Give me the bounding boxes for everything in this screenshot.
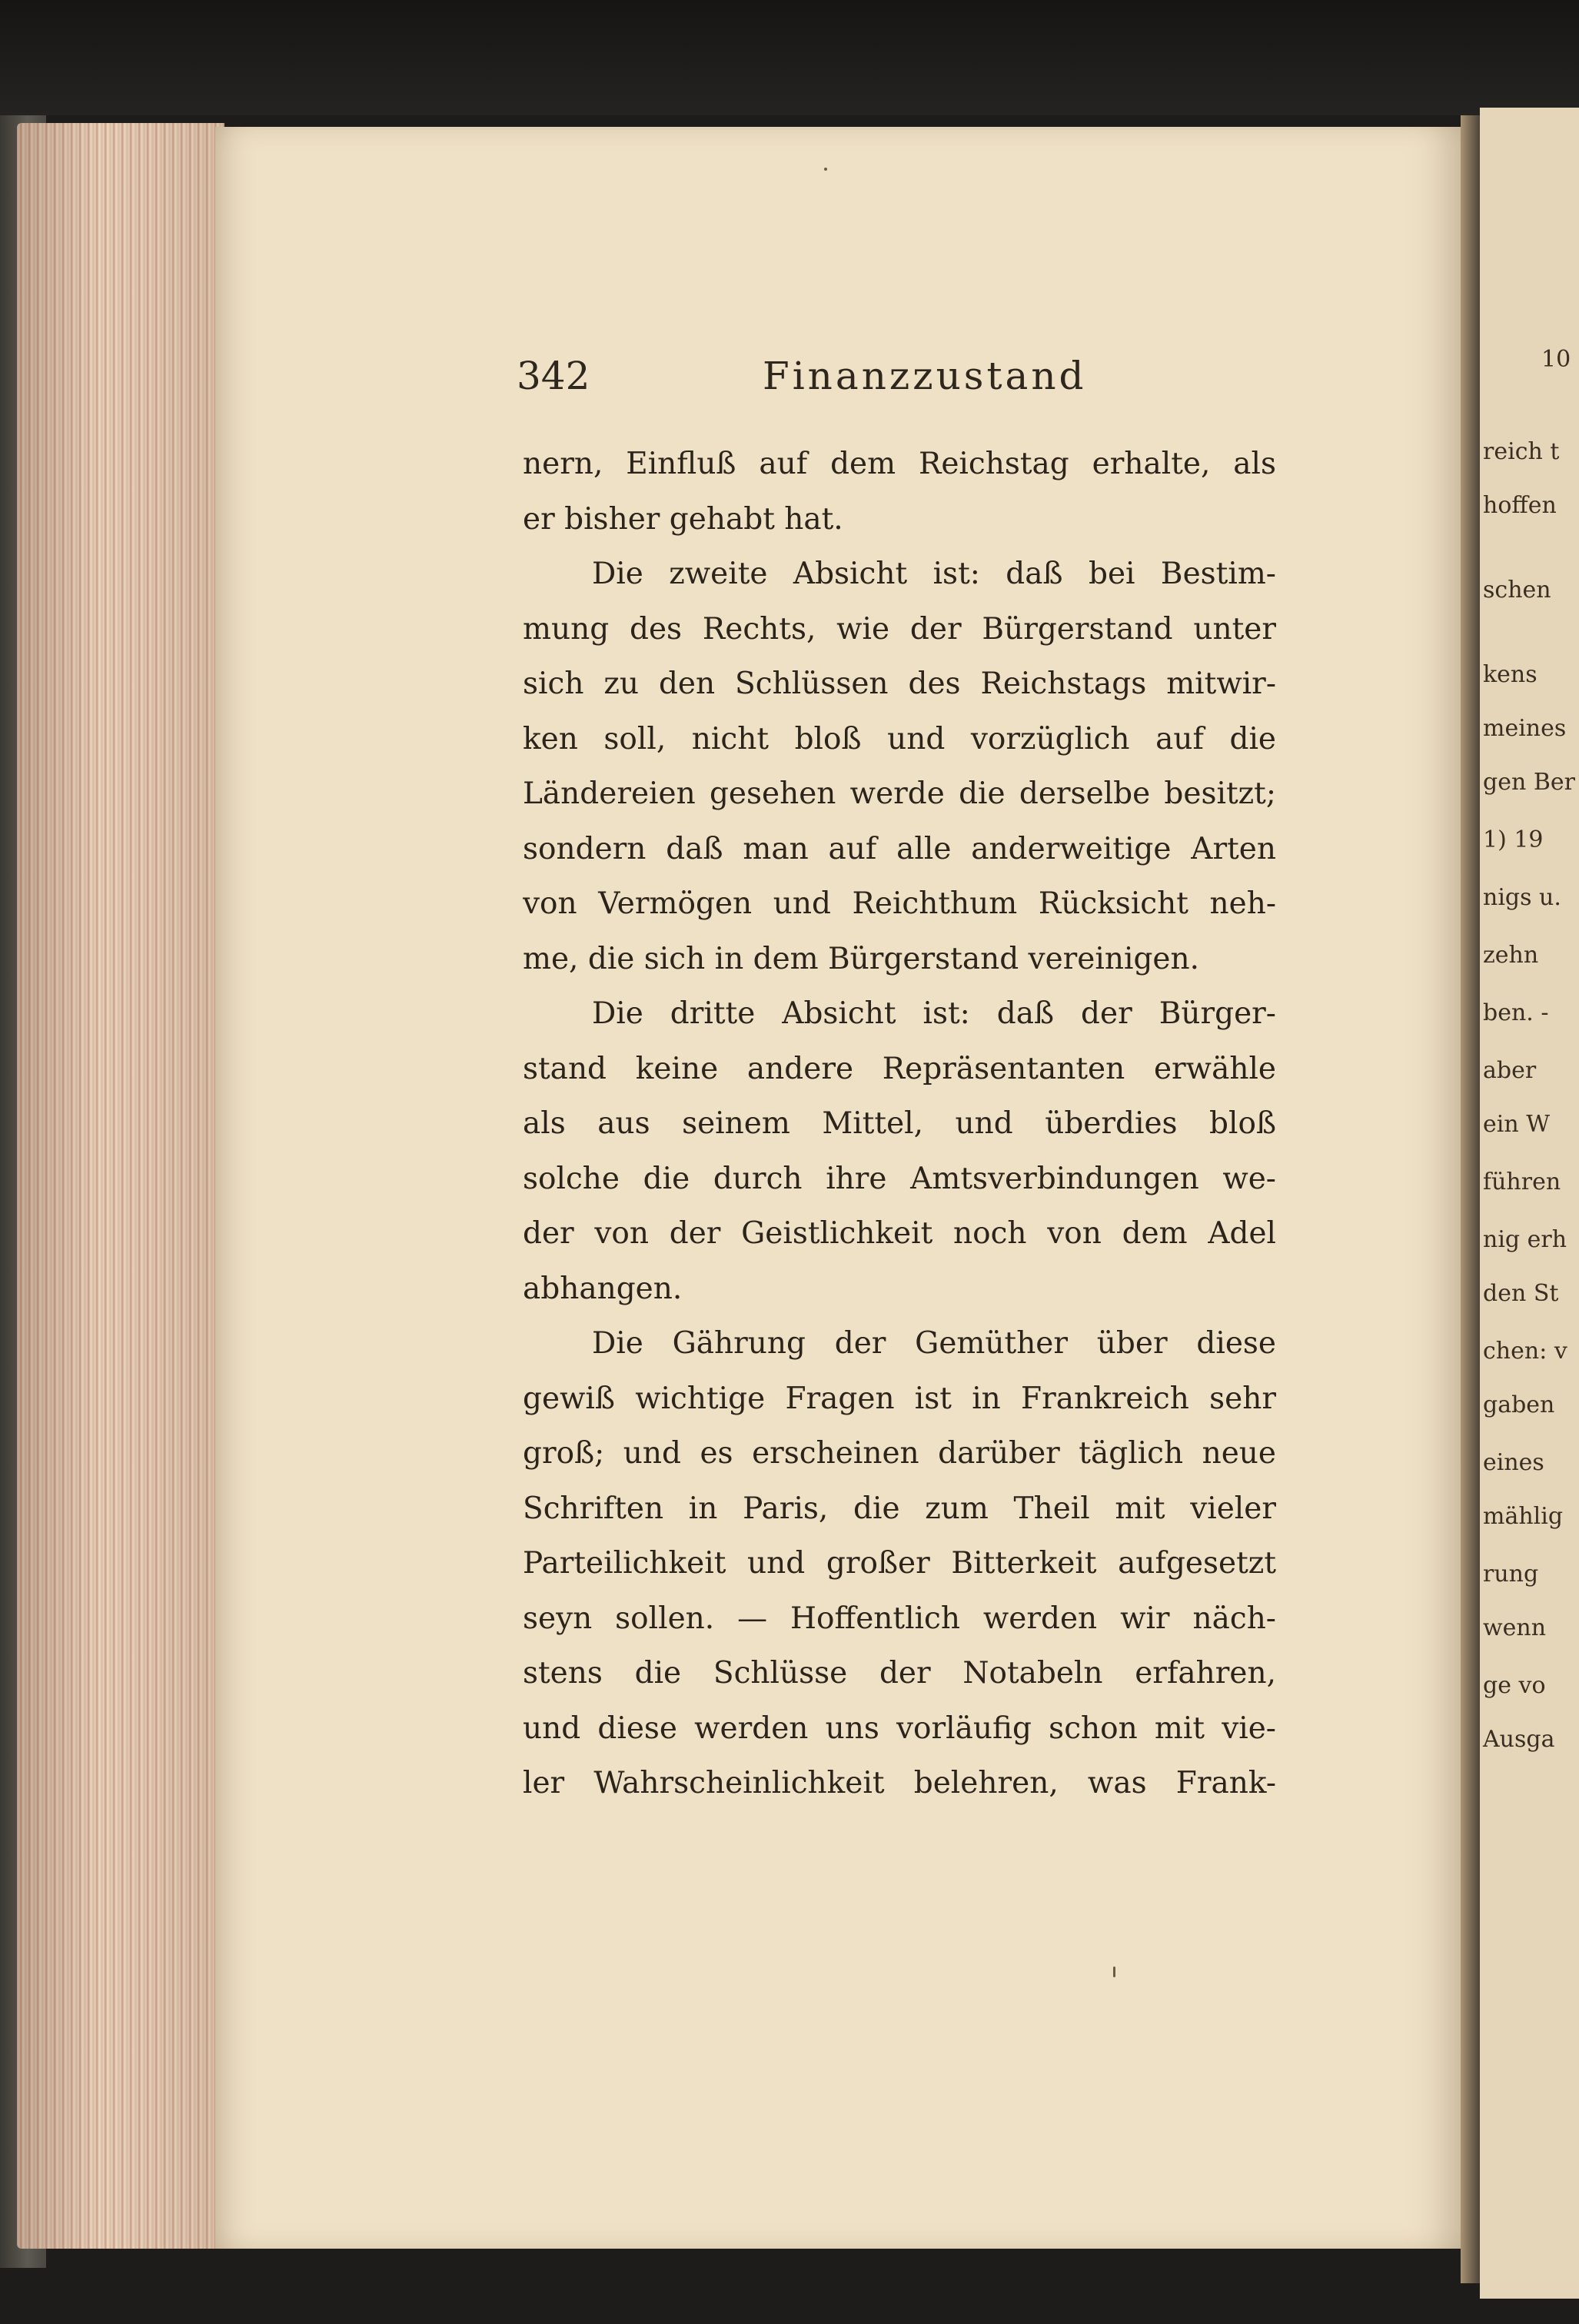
facing-page-fragment: gen Ber [1483,769,1575,796]
page-edges-shade [17,123,224,2249]
facing-page-fragment: eines [1483,1449,1544,1476]
running-head [517,354,1285,407]
text-line: Schriften in Paris, die zum Theil mit vieler [523,1491,1276,1526]
facing-page-fragment: gaben [1483,1391,1555,1418]
text-line: stand keine andere Repräsentanten erwähle [523,1051,1276,1086]
facing-page-fragment: kens [1483,661,1537,688]
text-line: me, die sich in dem Bürgerstand vereinigen. [523,941,1200,976]
facing-page-fragment: meines [1483,715,1567,742]
facing-page-fragment: schen [1483,577,1551,603]
facing-page-fragment: 10 [1541,346,1571,373]
text-line: gewiß wichtige Fragen ist in Frankreich sehr [523,1381,1276,1416]
body-text [523,437,1276,1811]
text-line: der von der Geistlichkeit noch von dem Adel [523,1216,1276,1251]
text-line: er bisher gehabt hat. [523,501,843,537]
facing-page [1480,108,1579,2299]
text-line: ler Wahrscheinlichkeit belehren, was Frank- [523,1766,1276,1800]
text-line: mung des Rechts, wie der Bürgerstand unter [523,611,1276,647]
facing-page-fragment: hoffen [1483,492,1557,519]
facing-page-fragment: wenn [1483,1614,1547,1641]
text-line: stens die Schlüsse der Notabeln erfahren, [523,1656,1276,1691]
facing-page-fragment: den St [1483,1280,1559,1307]
facing-page-fragment: Ausga [1483,1726,1555,1753]
facing-page-fragment: chen: v [1483,1338,1567,1365]
text-line: ken soll, nicht bloß und vorzüglich auf die [523,721,1276,756]
paper-speck [824,168,827,171]
text-line: Die Gährung der Gemüther über diese [592,1326,1276,1361]
running-title: Finanzzustand [763,354,1087,398]
text-line: von Vermögen und Reichthum Rücksicht neh- [523,886,1276,921]
text-line: sondern daß man auf alle anderweitige Arten [523,831,1276,866]
text-line: Die zweite Absicht ist: daß bei Bestim- [592,557,1276,591]
text-line: seyn sollen. — Hoffentlich werden wir näch- [523,1601,1276,1636]
text-line: Die dritte Absicht ist: daß der Bürger- [592,996,1276,1031]
facing-page-fragment: aber [1483,1057,1537,1084]
facing-page-fragment: 1) 19 [1483,826,1544,853]
text-line: sich zu den Schlüssen des Reichstags mitwir- [523,667,1276,701]
facing-page-fragment: rung [1483,1561,1539,1588]
text-line: als aus seinem Mittel, und überdies bloß [523,1106,1276,1141]
text-line: Parteilichkeit und großer Bitterkeit aufgesetzt [523,1546,1276,1581]
facing-page-fragment: führen [1483,1169,1561,1195]
paper-speck [1113,1967,1115,1977]
facing-page-fragment: ge vo [1483,1672,1546,1699]
page-number: 342 [517,354,590,398]
backdrop [0,0,1579,115]
facing-page-fragment: reich t [1483,438,1560,465]
text-line: groß; und es erscheinen darüber täglich neue [523,1436,1276,1471]
text-line: und diese werden uns vorläufig schon mit vie- [523,1711,1276,1746]
facing-page-fragment: mählig [1483,1503,1564,1530]
text-line: abhangen. [523,1271,683,1306]
text-line: solche die durch ihre Amtsverbindungen we- [523,1161,1276,1196]
facing-page-fragment: ben. - [1483,999,1549,1026]
text-line: Ländereien gesehen werde die derselbe besitzt; [523,776,1276,811]
facing-page-fragment: zehn [1483,942,1539,969]
facing-page-fragment: nig erh [1483,1226,1567,1253]
facing-page-fragment: ein W [1483,1111,1551,1138]
facing-page-fragment: nigs u. [1483,884,1561,911]
book-gutter [1461,115,1480,2283]
text-line: nern, Einfluß auf dem Reichstag erhalte, als [523,447,1276,481]
